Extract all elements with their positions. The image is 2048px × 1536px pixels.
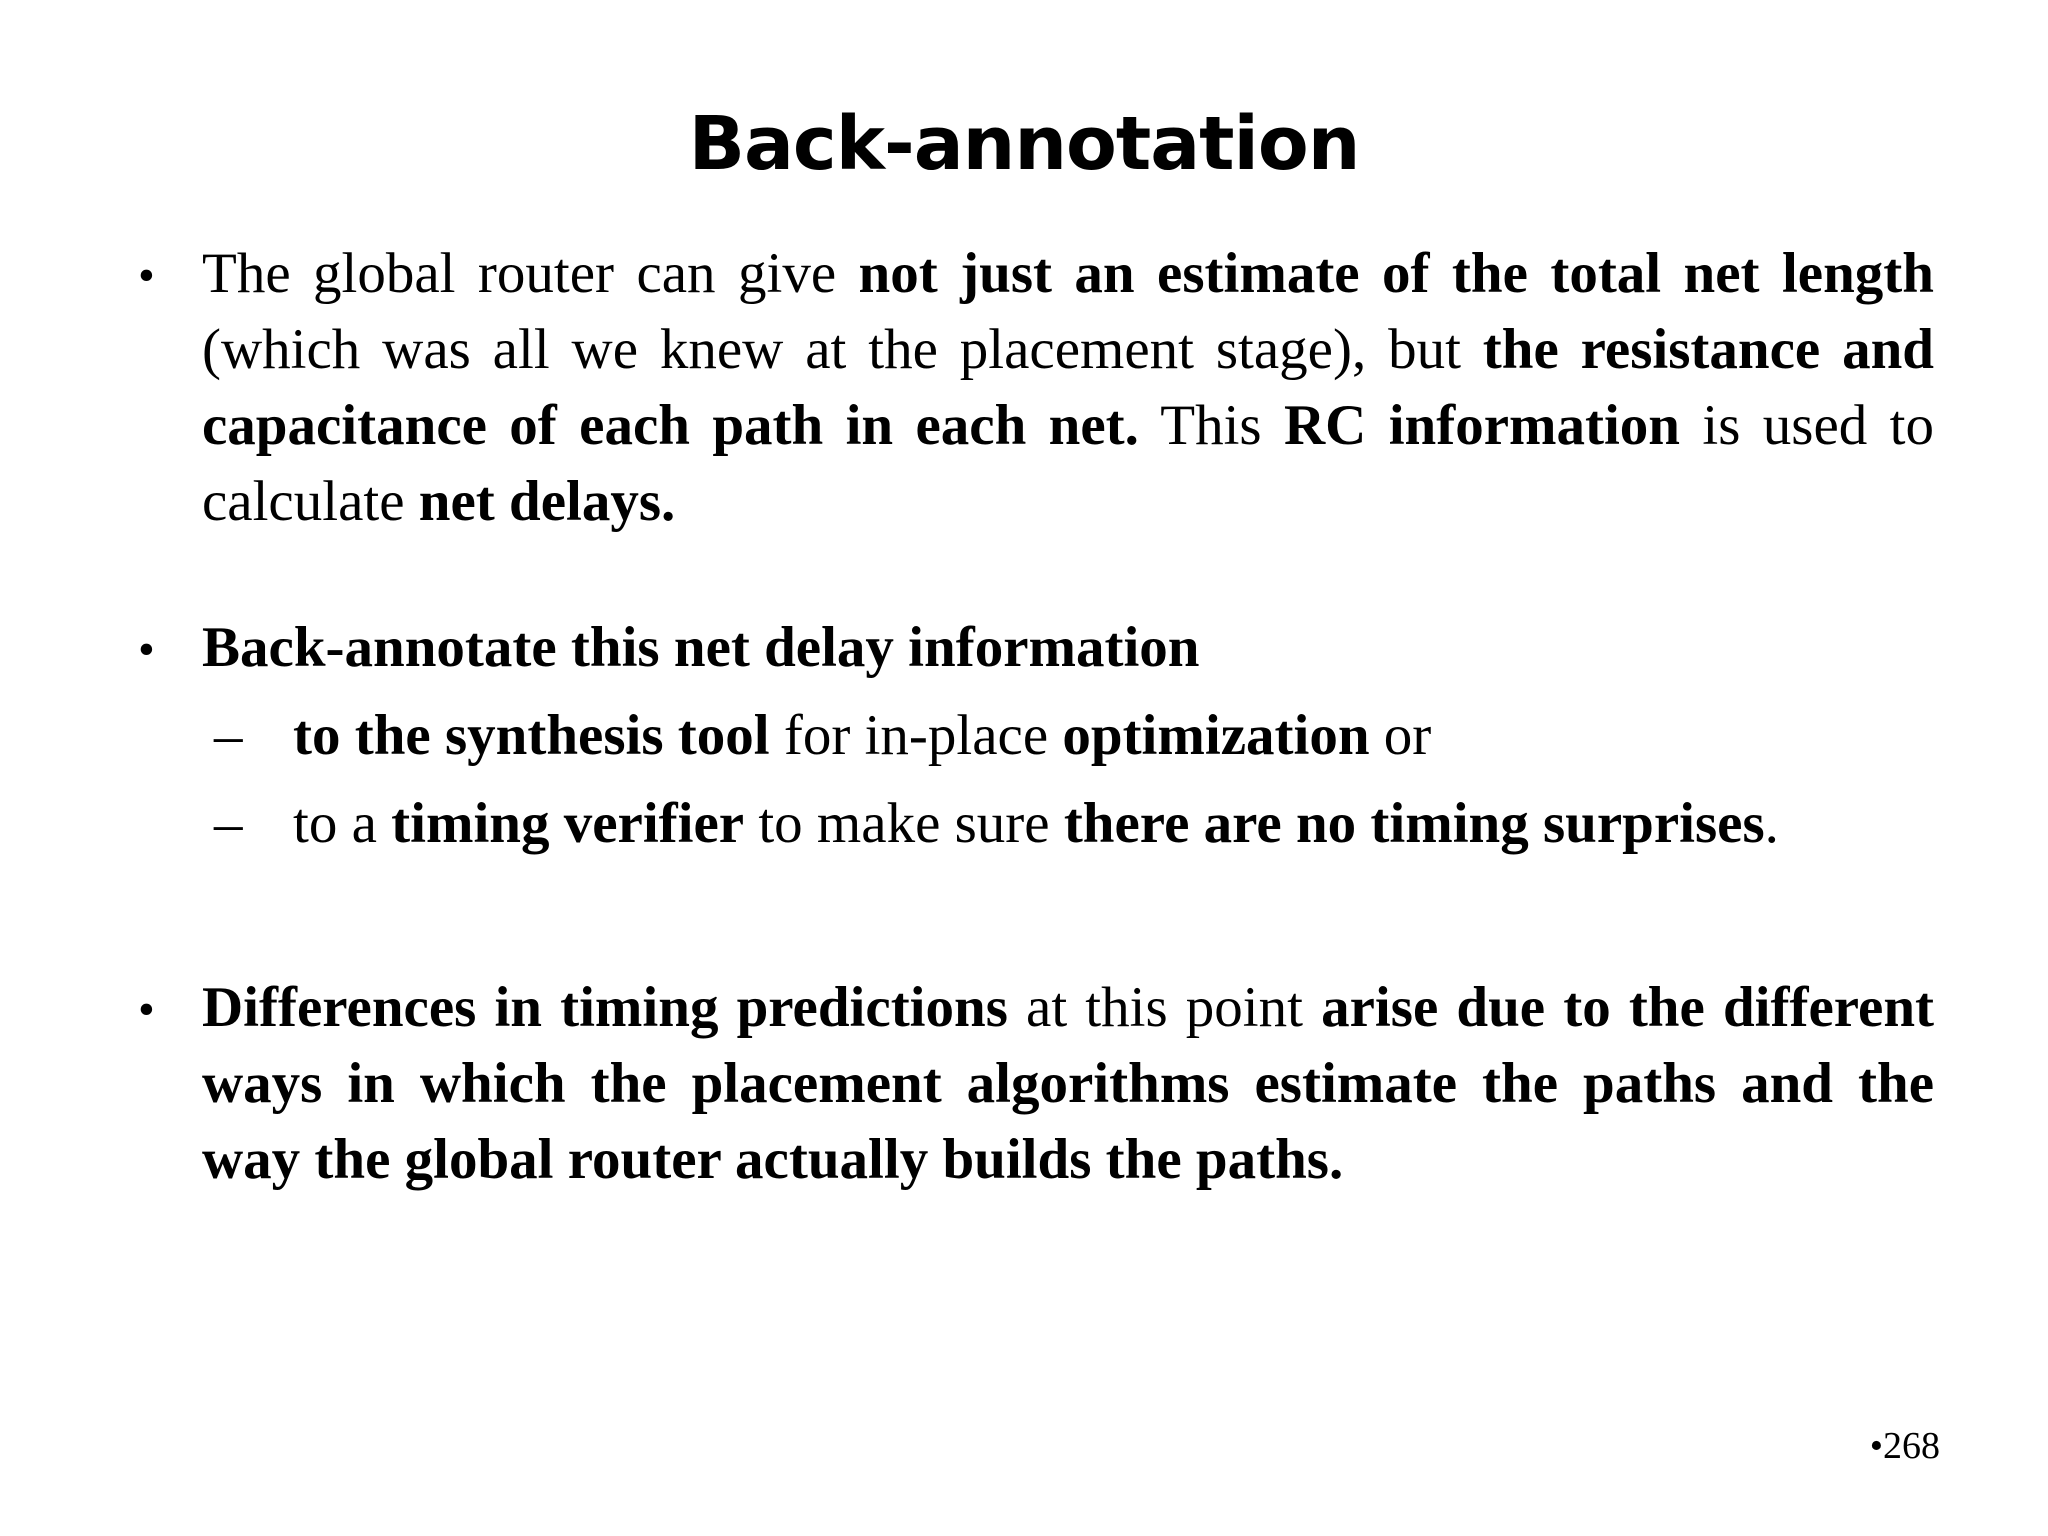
bullet-1-text-part: The global router can give — [202, 242, 859, 305]
sub-bullet-2-text-part: . — [1764, 792, 1779, 855]
bullet-3-bold-part: Differences in timing predictions — [202, 976, 1008, 1039]
bullet-2-heading: Back-annotate this net delay information — [202, 616, 1200, 679]
sub-bullet-1-dash: – — [214, 704, 243, 767]
sub-bullet-2-text-part: to make sure — [744, 792, 1064, 855]
bullet-2-mark: • — [138, 623, 155, 676]
bullet-1-text-part: is used to calculate — [202, 394, 1934, 533]
bullet-1-text — [202, 236, 1934, 540]
bullet-1-bold-part: net delays. — [418, 470, 676, 533]
sub-bullet-2-dash: – — [214, 792, 243, 855]
sub-bullet-2-text — [293, 786, 1779, 862]
bullet-3-mark: • — [138, 983, 155, 1036]
bullet-1-bold-part: the resistance and capacitance of each path in each net. — [202, 318, 1934, 457]
bullet-1-text-part: (which was all we knew at the placement stage), but — [202, 318, 1483, 381]
page-number: •268 — [1869, 1425, 1940, 1467]
bullet-1-text-part: This — [1138, 394, 1284, 457]
sub-bullet-1-text-part: for in-place — [769, 704, 1063, 767]
sub-bullet-2-bold-part: there are no timing surprises — [1063, 792, 1765, 855]
bullet-1-bold-part: RC information — [1283, 394, 1681, 457]
bullet-3-bold-part: arise due to the different ways in which the placement algorithms estimate the paths and the way the global router actually builds the paths. — [202, 976, 1934, 1191]
bullet-3-text-part: at this point — [1007, 976, 1322, 1039]
sub-bullet-1-bold-part: optimization — [1062, 704, 1370, 767]
slide-title: Back-annotation — [688, 101, 1360, 187]
sub-bullet-2-text-part: to a — [293, 792, 392, 855]
bullet-1-bold-part: not just an estimate of the total net length — [858, 242, 1934, 305]
sub-bullet-1-text — [293, 698, 1431, 774]
sub-bullet-2-bold-part: timing verifier — [391, 792, 745, 855]
sub-bullet-1-bold-part: to the synthesis tool — [293, 704, 770, 767]
bullet-1-mark: • — [138, 249, 155, 302]
sub-bullet-1-text-part: or — [1369, 704, 1432, 767]
bullet-3-text — [202, 970, 1934, 1198]
